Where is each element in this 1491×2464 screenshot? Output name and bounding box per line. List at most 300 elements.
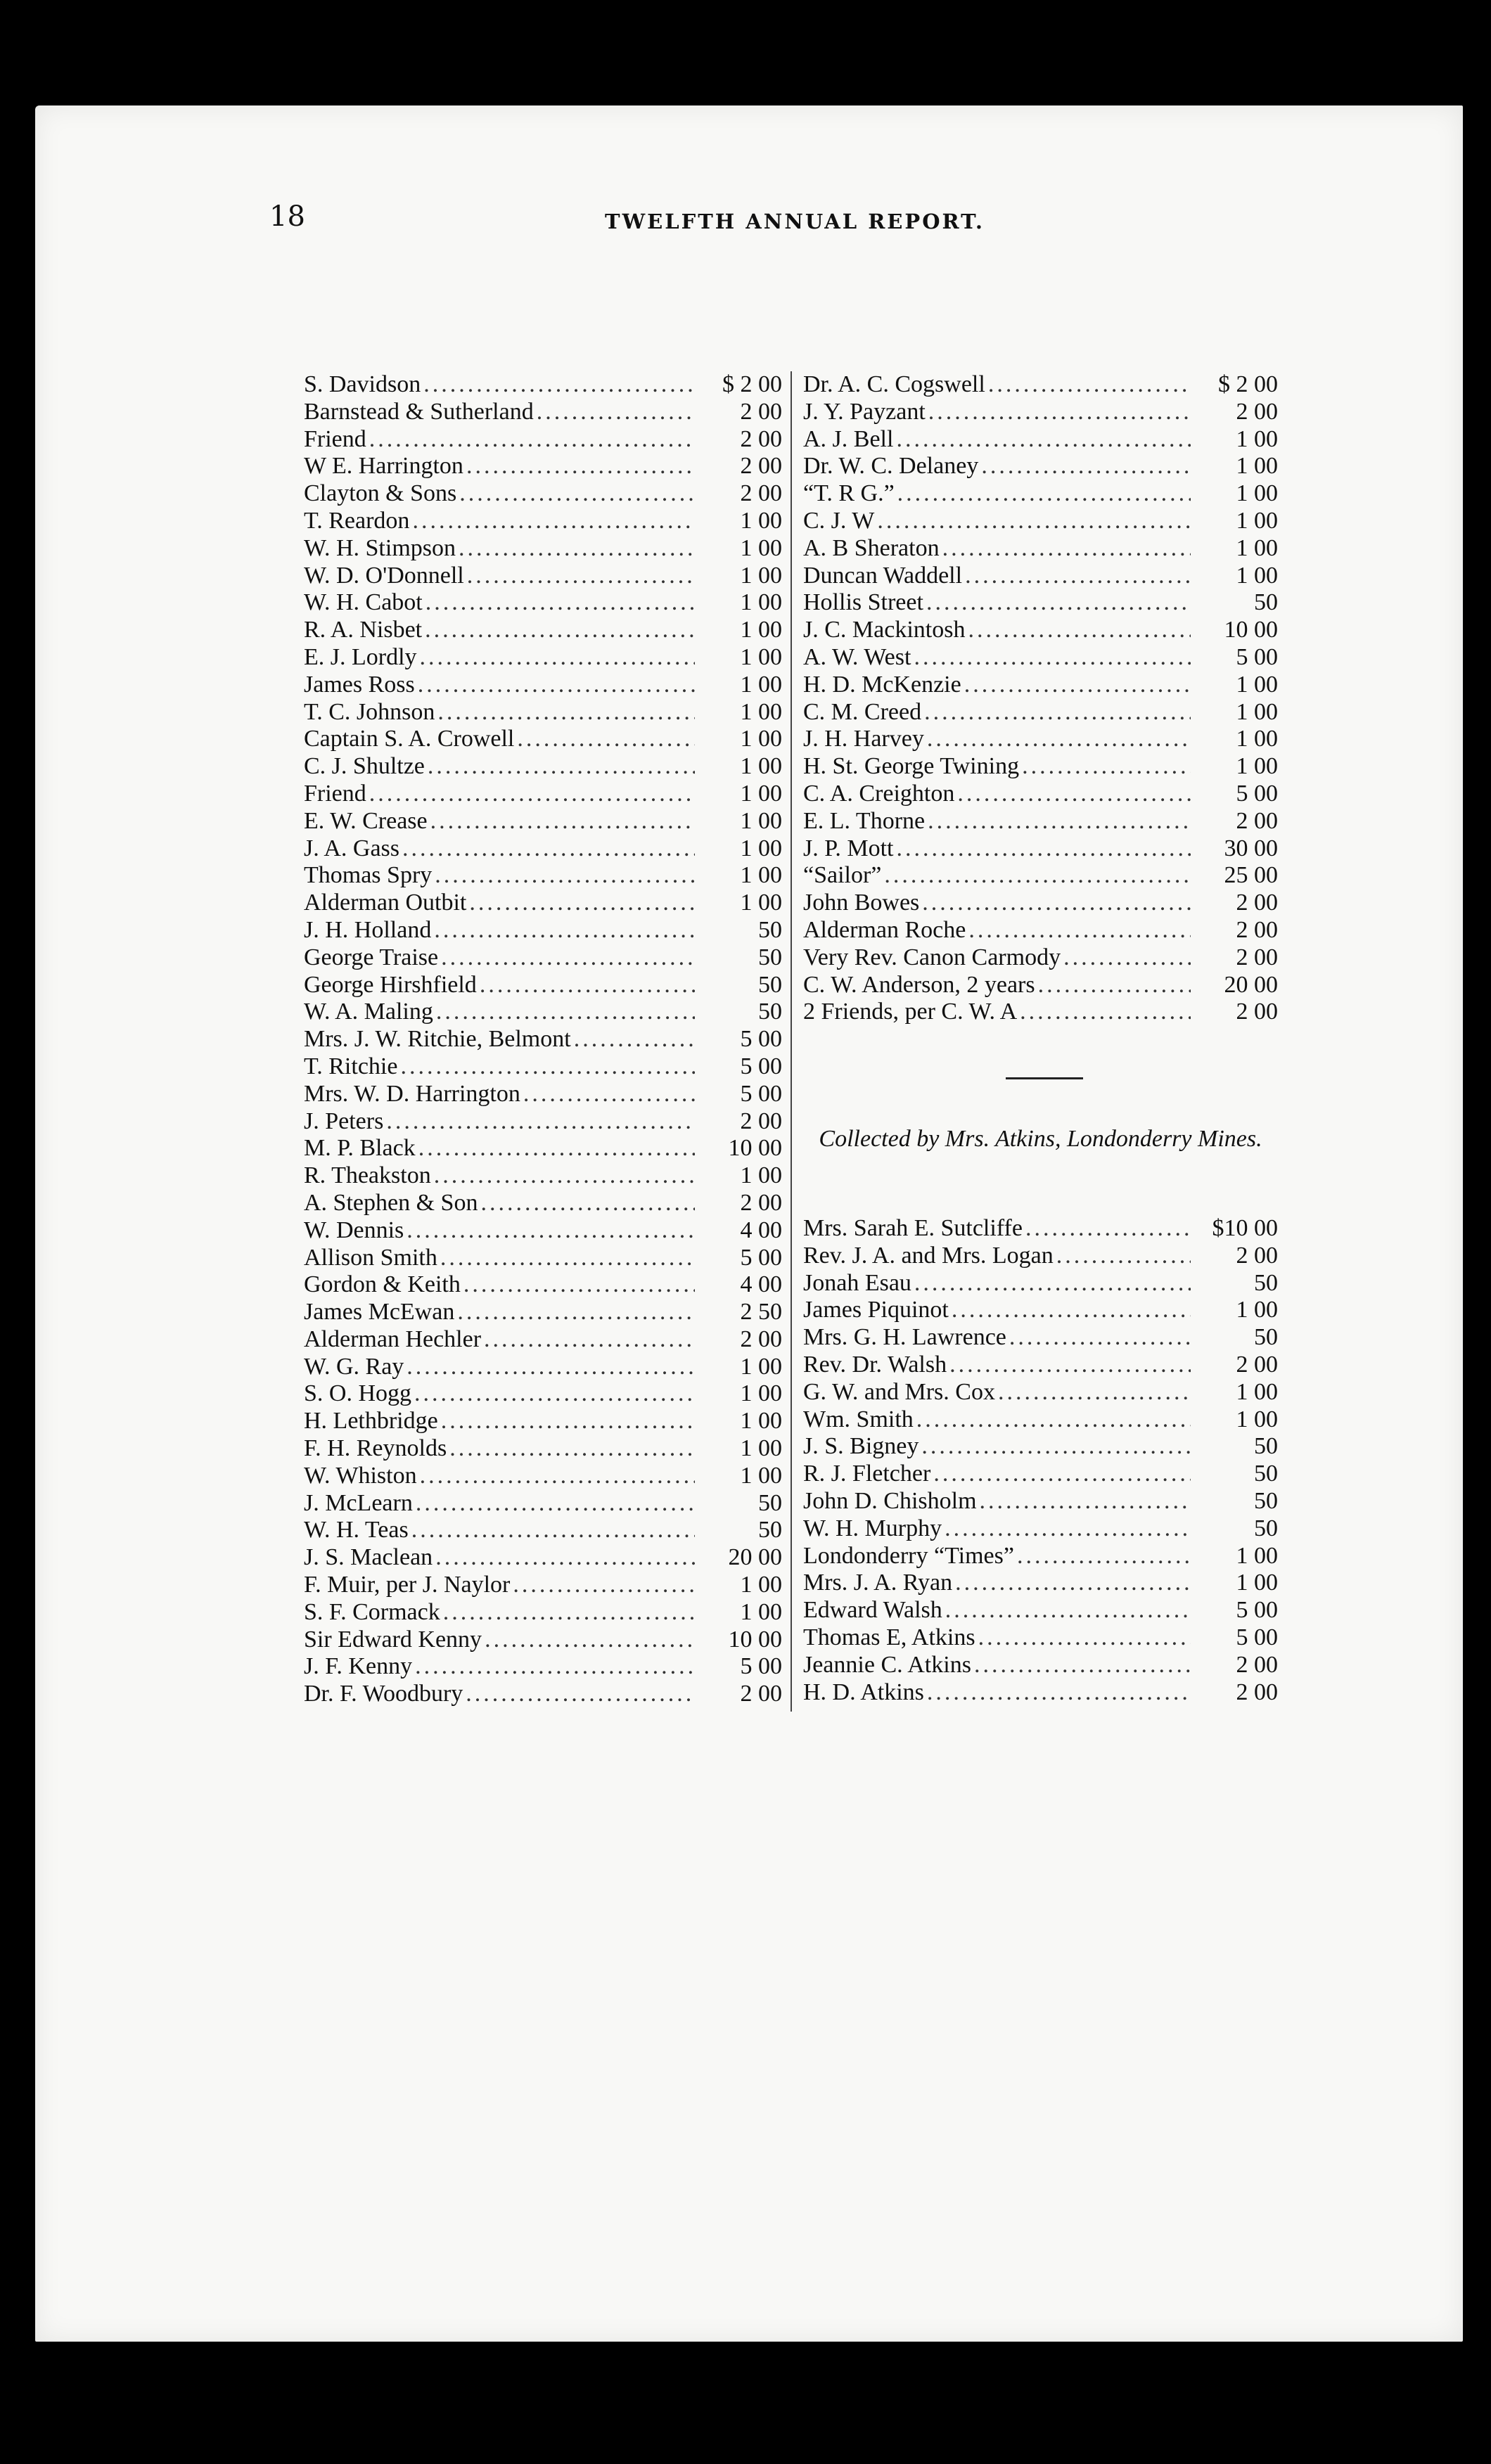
leader-dots [1063,944,1191,972]
donor-name: John Bowes [803,890,920,916]
donor-name: J. Peters [304,1108,384,1134]
list-item [803,399,1278,426]
leader-dots [926,589,1191,617]
donor-name: A. W. West [803,643,911,670]
donor-name: Hollis Street [803,589,923,616]
leader-dots [942,535,1191,563]
donor-name: Alderman Outbit [304,890,467,916]
list-item [803,835,1278,863]
leader-dots [423,371,695,399]
leader-dots [436,999,695,1026]
page-number: 18 [269,200,305,233]
leader-dots [968,917,1191,944]
leader-dots [998,1379,1191,1406]
donor-name: Mrs. Sarah E. Sutcliffe [803,1215,1023,1241]
donor-name: James McEwan [304,1299,455,1326]
list-item [803,1270,1278,1297]
donor-name: Thomas Spry [304,862,433,889]
donor-name: Edward Walsh [803,1597,942,1624]
leader-dots [523,1081,695,1108]
list-item [304,1081,782,1108]
donation-amount: 2 00 [1236,1242,1278,1269]
donor-name: Jonah Esau [803,1269,911,1296]
donor-name: Very Rev. Canon Carmody [803,944,1061,970]
donation-amount: 10 00 [728,1626,782,1653]
list-item [304,699,782,726]
leader-dots [485,1626,695,1654]
donation-amount: 1 00 [740,807,782,834]
leader-dots [980,1488,1191,1515]
list-item [803,453,1278,480]
leader-dots [1009,1324,1191,1352]
donation-amount: 25 00 [1224,862,1278,889]
list-item [803,862,1278,890]
list-item [803,1297,1278,1324]
donation-amount: 1 00 [1236,1570,1278,1596]
list-item [304,535,782,563]
leader-dots [435,1544,695,1572]
leader-dots [420,644,695,672]
leader-dots [434,1162,695,1190]
list-item [803,589,1278,617]
donor-name: W. H. Teas [304,1517,409,1544]
leader-dots [420,1463,695,1490]
leader-dots [449,1435,695,1463]
donor-name: C. A. Creighton [803,780,955,807]
donation-amount: 1 00 [740,1408,782,1435]
donation-amount: 5 00 [1236,643,1278,670]
donor-name: J. S. Maclean [304,1544,433,1571]
list-item [304,1245,782,1272]
donation-amount: 5 00 [1236,1624,1278,1650]
donor-name: Wm. Smith [803,1406,914,1432]
donation-amount: 1 00 [1236,480,1278,507]
list-item [803,1215,1278,1243]
donation-amount: 1 00 [740,1380,782,1407]
donation-amount: 1 00 [1236,698,1278,725]
donation-amount: 2 00 [1236,890,1278,916]
list-item [803,1597,1278,1624]
donation-amount: 50 [1254,1487,1278,1514]
leader-dots [884,862,1191,890]
leader-dots [428,753,695,781]
leader-dots [928,399,1191,426]
list-item [304,563,782,590]
list-item [304,1653,782,1681]
collected-heading: Collected by Mrs. Atkins, Londonderry Mines. [819,1126,1262,1152]
list-item [803,617,1278,644]
leader-dots [945,1597,1191,1624]
donation-amount: 1 00 [1236,453,1278,480]
donation-amount: 2 00 [1236,398,1278,425]
leader-dots [513,1572,695,1599]
list-item [803,1243,1278,1270]
donor-name: 2 Friends, per C. W. A [803,999,1018,1025]
donation-amount: 50 [758,1489,782,1516]
donor-name: W. D. O'Donnell [304,562,464,589]
leader-dots [964,672,1191,699]
leader-dots [949,1352,1191,1379]
leader-dots [463,1271,695,1299]
donation-amount: 1 00 [740,726,782,752]
donation-amount: $ 2 00 [1218,371,1278,397]
leader-dots [440,1245,695,1272]
donation-amount: 1 00 [740,643,782,670]
list-item [304,426,782,454]
donor-name: S. O. Hogg [304,1380,412,1407]
donor-name: W. H. Cabot [304,589,423,616]
section-rule [1006,1077,1083,1079]
leader-dots [484,1326,695,1354]
donor-name: “Sailor” [803,862,882,889]
leader-dots [1025,1215,1191,1243]
donation-amount: 50 [1254,1461,1278,1487]
donor-name: Alderman Roche [803,916,966,943]
list-item [803,753,1278,781]
list-item [304,1135,782,1162]
donation-amount: 2 00 [740,1326,782,1352]
donation-amount: $ 2 00 [722,371,782,397]
left-column-list [304,371,782,1708]
list-item [304,1190,782,1217]
donor-name: R. Theakston [304,1162,431,1189]
donation-amount: 2 00 [1236,1351,1278,1378]
donation-amount: 50 [1254,1433,1278,1460]
list-item [304,371,782,399]
leader-dots [988,371,1191,399]
donor-name: Londonderry “Times” [803,1542,1014,1569]
donation-amount: 1 00 [740,1598,782,1625]
donation-amount: 1 00 [1236,534,1278,561]
donation-amount: 1 00 [1236,507,1278,534]
list-item [803,1515,1278,1543]
leader-dots [955,1570,1191,1597]
donation-amount: $10 00 [1212,1215,1278,1241]
leader-dots [952,1297,1191,1324]
donor-name: Sir Edward Kenny [304,1626,482,1653]
donation-amount: 1 00 [1236,1297,1278,1323]
donor-name: F. H. Reynolds [304,1435,447,1462]
donor-name: H. D. Atkins [803,1679,924,1705]
donation-amount: 1 00 [1236,425,1278,452]
leader-dots [466,1681,695,1708]
donor-name: E. W. Crease [304,807,428,834]
donation-amount: 1 00 [1236,1378,1278,1405]
donor-name: W. Dennis [304,1217,404,1243]
donation-amount: 10 00 [728,1135,782,1162]
list-item [304,589,782,617]
donor-name: J. McLearn [304,1489,413,1516]
donor-name: C. J. Shultze [304,753,425,780]
leader-dots [1056,1243,1191,1270]
donation-amount: 2 00 [1236,916,1278,943]
list-item [304,644,782,672]
list-item [304,1380,782,1408]
leader-dots [467,563,695,590]
list-item [304,862,782,890]
donor-name: J. P. Mott [803,835,894,861]
donation-amount: 2 00 [1236,944,1278,970]
leader-dots [1017,1543,1191,1570]
list-item [304,1490,782,1517]
leader-dots [369,426,695,454]
list-item [304,1162,782,1190]
donation-amount: 1 00 [740,562,782,589]
donor-name: E. J. Lordly [304,643,417,670]
list-item [304,917,782,944]
donor-name: Jeannie C. Atkins [803,1651,971,1678]
column-divider [791,371,792,1712]
list-item [803,1570,1278,1597]
leader-dots [418,1135,695,1162]
donor-name: Mrs. W. D. Harrington [304,1080,520,1107]
leader-dots [537,399,695,426]
list-item [304,617,782,644]
donation-amount: 1 00 [740,780,782,807]
list-item [803,808,1278,835]
leader-dots [411,1517,695,1544]
donor-name: Rev. J. A. and Mrs. Logan [803,1242,1054,1269]
donation-amount: 1 00 [1236,753,1278,780]
list-item [304,480,782,508]
donation-amount: 10 00 [1224,617,1278,643]
list-item [803,426,1278,454]
leader-dots [400,1053,695,1081]
leader-dots [402,835,695,863]
list-item [304,890,782,917]
list-item [803,890,1278,917]
donation-amount: 4 00 [740,1217,782,1243]
leader-dots [416,1490,695,1517]
list-item [304,1354,782,1381]
donor-name: R. A. Nisbet [304,617,423,643]
list-item [304,453,782,480]
list-item [304,1326,782,1354]
donor-name: J. C. Mackintosh [803,617,966,643]
donation-amount: 1 00 [740,534,782,561]
leader-dots [914,644,1191,672]
list-item [803,1352,1278,1379]
donor-name: W. G. Ray [304,1353,404,1380]
donor-name: G. W. and Mrs. Cox [803,1378,995,1405]
donation-amount: 2 00 [740,480,782,507]
donor-name: James Ross [304,671,415,698]
donor-name: George Traise [304,944,439,970]
list-item [803,972,1278,999]
list-item [304,672,782,699]
leader-dots [412,508,695,535]
leader-dots [974,1652,1191,1679]
leader-dots [933,1461,1191,1488]
donation-amount: 50 [1254,1269,1278,1296]
leader-dots [386,1108,695,1136]
list-item [803,781,1278,808]
list-item [304,944,782,972]
leader-dots [968,617,1191,644]
donation-amount: 1 00 [740,835,782,861]
leader-dots [415,1653,695,1681]
donor-name: W. H. Murphy [803,1515,942,1541]
donation-amount: 20 00 [728,1544,782,1571]
leader-dots [896,426,1191,454]
donor-name: S. F. Cormack [304,1598,440,1625]
donation-amount: 2 00 [740,1681,782,1707]
donor-name: Dr. F. Woodbury [304,1681,463,1707]
leader-dots [945,1515,1191,1543]
donation-amount: 1 00 [1236,671,1278,698]
donation-amount: 5 00 [740,1080,782,1107]
leader-dots [924,699,1191,726]
donation-amount: 50 [758,944,782,970]
leader-dots [441,1408,695,1435]
donor-name: Clayton & Sons [304,480,457,507]
list-item [304,1517,782,1544]
donor-name: George Hirshfield [304,971,477,998]
donor-name: J. F. Kenny [304,1653,413,1680]
atkins-collection-list [803,1215,1278,1706]
list-item [304,1108,782,1136]
donation-amount: 2 00 [740,425,782,452]
list-item [304,1217,782,1245]
donor-name: “T. R G.” [803,480,895,507]
leader-dots [425,589,695,617]
donation-amount: 5 00 [740,1653,782,1680]
list-item [304,835,782,863]
donation-amount: 1 00 [740,1162,782,1189]
leader-dots [981,453,1191,480]
leader-dots [957,781,1191,808]
list-item [304,1271,782,1299]
leader-dots [469,890,695,917]
list-item [304,1681,782,1708]
leader-dots [437,699,695,726]
leader-dots [897,480,1191,508]
list-item [803,371,1278,399]
list-item [803,999,1278,1026]
list-item [803,1652,1278,1679]
donation-amount: 50 [758,916,782,943]
donor-name: T. C. Johnson [304,698,435,725]
donor-name: Friend [304,780,366,807]
list-item [803,944,1278,972]
list-item [803,508,1278,535]
donation-amount: 5 00 [1236,780,1278,807]
list-item [304,1626,782,1654]
donor-name: T. Ritchie [304,1053,398,1079]
donor-name: J. S. Bigney [803,1433,919,1460]
leader-dots [434,917,695,944]
leader-dots [459,480,695,508]
donation-amount: 1 00 [740,1572,782,1598]
leader-dots [407,1217,695,1245]
list-item [304,1435,782,1463]
donor-name: H. D. McKenzie [803,671,961,698]
donation-amount: 50 [758,971,782,998]
list-item [803,1624,1278,1652]
donor-name: T. Reardon [304,507,410,534]
list-item [803,699,1278,726]
leader-dots [897,835,1191,863]
leader-dots [480,1190,695,1217]
donation-amount: 1 00 [740,1435,782,1462]
donation-amount: 2 00 [740,453,782,480]
donor-name: R. J. Fletcher [803,1461,931,1487]
donation-amount: 50 [758,1517,782,1544]
leader-dots [916,1406,1191,1434]
donation-amount: 1 00 [740,1353,782,1380]
donation-amount: 20 00 [1224,971,1278,998]
list-item [304,1026,782,1053]
list-item [803,726,1278,753]
list-item [803,1379,1278,1406]
donation-amount: 1 00 [740,862,782,889]
list-item [304,999,782,1026]
list-item [803,1679,1278,1707]
leader-dots [574,1026,695,1053]
donation-amount: 1 00 [740,1462,782,1489]
list-item [803,917,1278,944]
leader-dots [1022,753,1191,781]
leader-dots [414,1380,695,1408]
donor-name: A. B Sheraton [803,534,940,561]
donor-name: H. Lethbridge [304,1408,438,1435]
list-item [803,672,1278,699]
donor-name: James Piquinot [803,1297,949,1323]
list-item [803,563,1278,590]
list-item [304,1463,782,1490]
leader-dots [978,1624,1191,1652]
donor-name: S. Davidson [304,371,421,397]
donation-amount: 1 00 [740,617,782,643]
leader-dots [914,1270,1191,1297]
leader-dots [466,453,695,480]
donor-name: Allison Smith [304,1244,437,1271]
donor-name: J. H. Harvey [803,726,924,752]
leader-dots [457,1299,695,1326]
list-item [803,1461,1278,1488]
leader-dots [407,1354,695,1381]
donor-name: Gordon & Keith [304,1271,461,1298]
donor-name: A. J. Bell [803,425,894,452]
leader-dots [369,781,695,808]
list-item [803,1488,1278,1515]
donation-amount: 1 00 [1236,562,1278,589]
donation-amount: 1 00 [1236,1406,1278,1432]
donation-amount: 2 00 [1236,999,1278,1025]
donor-name: E. L. Thorne [803,807,926,834]
donor-name: C. J. W [803,507,875,534]
list-item [803,535,1278,563]
donation-amount: 2 00 [1236,1679,1278,1705]
donation-amount: 1 00 [740,698,782,725]
donation-amount: 2 00 [740,398,782,425]
list-item [803,1543,1278,1570]
donation-amount: 2 00 [1236,1651,1278,1678]
list-item [304,1599,782,1626]
donor-name: W. Whiston [304,1462,417,1489]
list-item [304,972,782,999]
donor-name: J. A. Gass [304,835,400,861]
list-item [304,1299,782,1326]
donation-amount: 2 00 [740,1189,782,1216]
donor-name: J. Y. Payzant [803,398,926,425]
leader-dots [922,890,1191,917]
donation-amount: 1 00 [1236,1542,1278,1569]
leader-dots [441,944,695,972]
donor-name: F. Muir, per J. Naylor [304,1572,511,1598]
donation-amount: 1 00 [740,890,782,916]
donor-name: H. St. George Twining [803,753,1020,780]
